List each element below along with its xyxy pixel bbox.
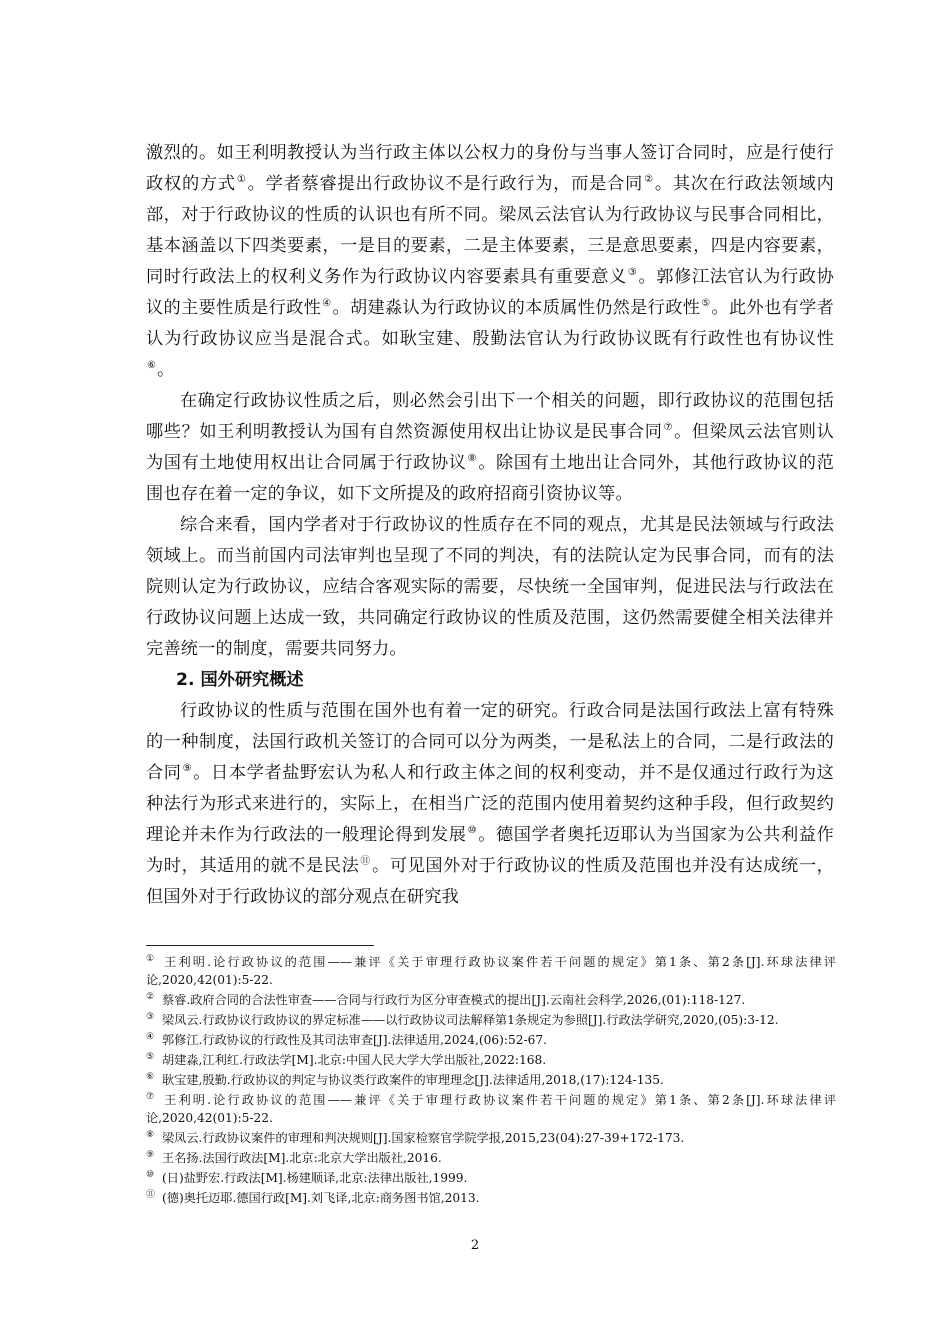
footnote-text: 王利明.论行政协议的范围——兼评《关于审理行政协议案件若干问题的规定》第1条、第2条[J].环球法律评论,2020,42(01):5-22. (146, 955, 836, 987)
footnote-text: 王名扬.法国行政法[M].北京:北京大学出版社,2016. (162, 1151, 442, 1165)
text-run: 。除国有土地出让合同外，其他行政协议的范围也存在着一定的争议，如下文所提及的政府招商引资协议等。 (146, 453, 834, 504)
text-run: 。学者蔡睿提出行政协议不是行政行为，而是合同 (247, 174, 644, 194)
text-run: 。可见国外对于行政协议的性质及范围也并没有达成统一，但国外对于行政协议的部分观点在研究我 (146, 856, 835, 907)
text-run: 。此外也有学者认为行政协议应当是混合式。如耿宝建、殷勤法官认为行政协议既有行政性也有协议性 (146, 298, 834, 349)
footnote-text: 梁凤云.行政协议行政协议的界定标准——以行政协议司法解释第1条规定为参照[J].行政法学研究,2020,(05):3-12. (162, 1013, 779, 1027)
footnote-item: ② 蔡睿.政府合同的合法性审查——合同与行政行为区分审查模式的提出[J].云南社会科学,2026,(01):118-127. (146, 991, 746, 1007)
text-run: 。德国学者奥托迈耶认为当国家为公共利益作为时，其适用的就不是民法 (146, 825, 834, 876)
section-heading: 2. 国外研究概述 (176, 670, 304, 690)
footnote-text: (德)奥托迈耶.德国行政[M].刘飞译,北京:商务图书馆,2013. (162, 1191, 480, 1205)
text-run: 。其次在行政法领域内部，对于行政协议的性质的认识也有所不同。梁凤云法官认为行政协议与民事合同相比，基本涵盖以下四类要素，一是目的要素，二是主体要素，三是意思要素，四是内容要素，同时行政法上的权利义务作为行政协议内容要素具有重要意义 (146, 174, 834, 287)
footnote-ref[interactable]: ⑥ (147, 360, 157, 372)
footnote-ref[interactable]: ② (644, 174, 654, 186)
body-text (146, 138, 834, 913)
footnote-text: 梁凤云.行政协议案件的审理和判决规则[J].国家检察官学院学报,2015,23(04):27-39+172-173. (162, 1131, 685, 1145)
footnote-ref[interactable]: ⑦ (663, 422, 674, 434)
footnote-ref[interactable]: ⑨ (182, 763, 193, 775)
footnote-text: 蔡睿.政府合同的合法性审查——合同与行政行为区分审查模式的提出[J].云南社会科学,2026,(01):118-127. (162, 993, 746, 1007)
footnote-ref[interactable]: ⑧ (467, 453, 478, 465)
paragraph-domestic-views (146, 138, 834, 386)
footnote-item: ④ 郭修江.行政协议的行政性及其司法审查[J].法律适用,2024,(06):52-67. (146, 1031, 547, 1047)
page-number: 2 (470, 1238, 480, 1253)
paragraph-summary: 综合来看，国内学者对于行政协议的性质存在不同的观点，尤其是民法领域与行政法领域上。而当前国内司法审判也呈现了不同的判决，有的法院认定为民事合同，而有的法院则认定为行政协议，应结合客观实际的需要，尽快统一全国审判，促进民法与行政法在行政协议问题上达成一致，共同确定行政协议的性质及范围，这仍然需要健全相关法律并完善统一的制度，需要共同努力。 (146, 515, 834, 659)
text-run: 激烈的。如王利明教授认为当行政主体以公权力的身份与当事人签订合同时，应是行使行政权的方式 (146, 143, 834, 194)
footnotes (146, 953, 836, 1209)
text-run: 在确定行政协议性质之后，则必然会引出下一个相关的问题，即行政协议的范围包括哪些？如王利明教授认为国有自然资源使用权出让协议是民事合同 (146, 391, 834, 442)
text-run: 。 (157, 360, 175, 380)
text-run: 。但梁凤云法官则认为国有土地使用权出让合同属于行政协议 (146, 422, 834, 473)
text-run: 。日本学者盐野宏认为私人和行政主体之间的权利变动，并不是仅通过行政行为这种法行为形式来进行的，实际上，在相当广泛的范围内使用着契约这种手段，但行政契约理论并未作为行政法的一般理论得到发展 (146, 763, 834, 845)
footnote-ref[interactable]: ⑩ (467, 825, 478, 837)
footnote-item: ⑥ 耿宝建,殷勤.行政协议的判定与协议类行政案件的审理理念[J].法律适用,2018,(17):124-135. (146, 1071, 664, 1087)
footnote-item: ③ 梁凤云.行政协议行政协议的界定标准——以行政协议司法解释第1条规定为参照[J].行政法学研究,2020,(05):3-12. (146, 1011, 779, 1027)
text-run: 。郭修江法官认为行政协议的主要性质是行政性 (146, 267, 834, 318)
footnote-divider (146, 945, 374, 946)
text-run: 行政协议的性质与范围在国外也有着一定的研究。行政合同是法国行政法上富有特殊的一种制度，法国行政机关签订的合同可以分为两类，一是私法上的合同，二是行政法的合同 (146, 701, 834, 783)
footnote-text: 胡建淼,江利红.行政法学[M].北京:中国人民大学大学出版社,2022:168. (162, 1053, 547, 1067)
footnote-ref[interactable]: ③ (627, 267, 638, 279)
footnote-item: ⑦ 王利明.论行政协议的范围——兼评《关于审理行政协议案件若干问题的规定》第1条、第2条[J].环球法律评论,2020,42(01):5-22. (146, 1091, 836, 1125)
footnote-text: 王利明.论行政协议的范围——兼评《关于审理行政协议案件若干问题的规定》第1条、第2条[J].环球法律评论,2020,42(01):5-22. (146, 1093, 836, 1125)
footnote-item: ① 王利明.论行政协议的范围——兼评《关于审理行政协议案件若干问题的规定》第1条、第2条[J].环球法律评论,2020,42(01):5-22. (146, 953, 836, 987)
footnote-item: ⑩ (日)盐野宏.行政法[M].杨建顺译,北京:法律出版社,1999. (146, 1169, 468, 1185)
footnote-item: ⑧ 梁凤云.行政协议案件的审理和判决规则[J].国家检察官学院学报,2015,23(04):27-39+172-173. (146, 1129, 685, 1145)
footnote-item: ⑪ (德)奥托迈耶.德国行政[M].刘飞译,北京:商务图书馆,2013. (146, 1189, 480, 1205)
paragraph-scope (146, 386, 834, 510)
footnote-ref[interactable]: ① (236, 174, 247, 186)
footnote-item: ⑨ 王名扬.法国行政法[M].北京:北京大学出版社,2016. (146, 1149, 442, 1165)
footnote-text: 耿宝建,殷勤.行政协议的判定与协议类行政案件的审理理念[J].法律适用,2018,(17):124-135. (162, 1073, 664, 1087)
footnote-text: (日)盐野宏.行政法[M].杨建顺译,北京:法律出版社,1999. (162, 1171, 468, 1185)
footnote-item: ⑤ 胡建淼,江利红.行政法学[M].北京:中国人民大学大学出版社,2022:168. (146, 1051, 547, 1067)
text-run: 。胡建淼认为行政协议的本质属性仍然是行政性 (332, 298, 701, 318)
footnote-ref[interactable]: ④ (322, 298, 332, 310)
footnote-ref[interactable]: ⑪ (360, 856, 372, 868)
footnote-ref[interactable]: ⑤ (701, 298, 711, 310)
footnote-text: 郭修江.行政协议的行政性及其司法审查[J].法律适用,2024,(06):52-67. (162, 1033, 547, 1047)
paragraph-foreign-research (146, 696, 834, 913)
